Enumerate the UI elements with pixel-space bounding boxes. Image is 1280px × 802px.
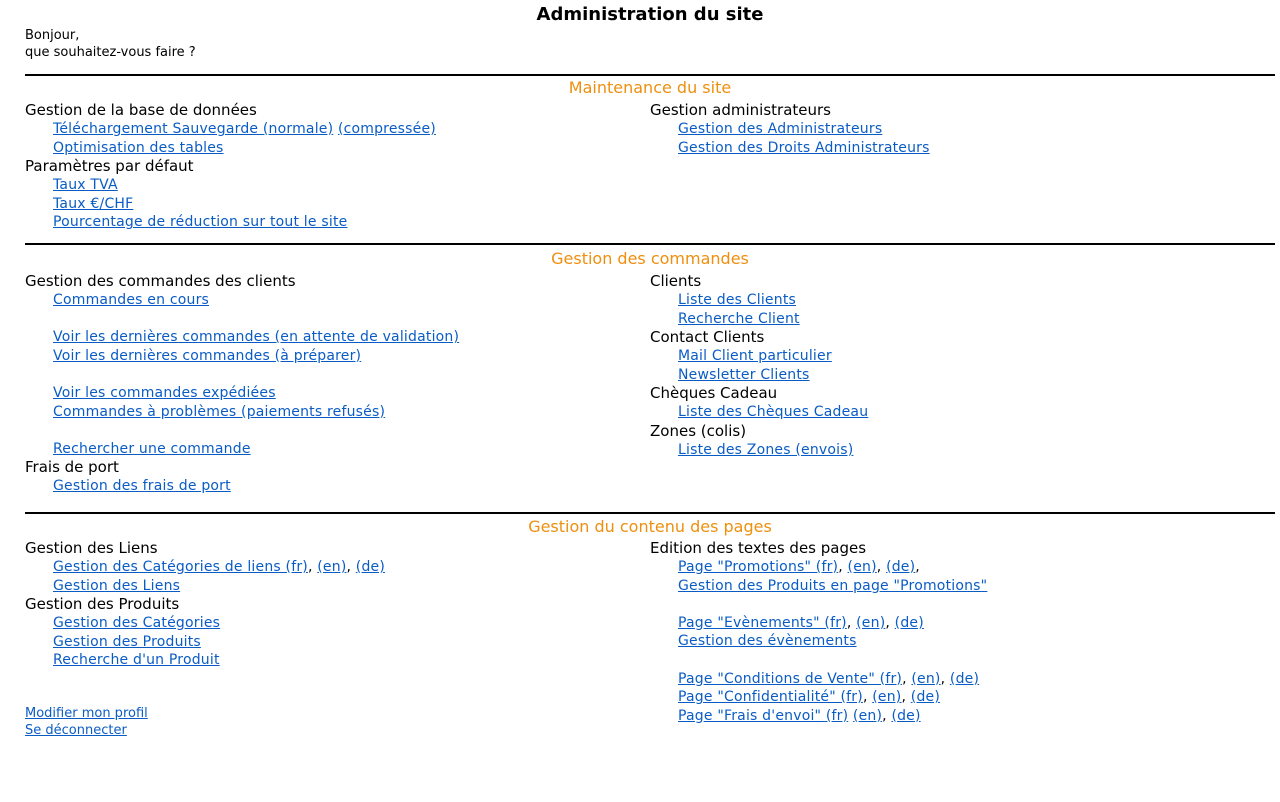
client-search-link[interactable]: Recherche Client (678, 310, 800, 327)
orders-to-prepare-link[interactable]: Voir les dernières commandes (à préparer) (53, 347, 362, 364)
privacy-page-fr-link[interactable]: Page "Confidentialité" (fr) (678, 689, 863, 706)
link-categories-fr-link[interactable]: Gestion des Catégories de liens (fr) (53, 559, 308, 575)
db-heading: Gestion de la base de données (25, 101, 257, 119)
admin-rights-link[interactable]: Gestion des Droits Administrateurs (678, 139, 930, 156)
greeting-line-2: que souhaitez-vous faire ? (25, 45, 196, 60)
search-product-link[interactable]: Recherche d'un Produit (53, 652, 220, 669)
events-page-de-link[interactable]: (de) (894, 614, 924, 631)
privacy-page-en-link[interactable]: (en) (872, 689, 902, 706)
greeting-line-1: Bonjour, (25, 28, 80, 43)
defaults-heading: Paramètres par défaut (25, 157, 194, 176)
links-heading: Gestion des Liens (25, 539, 158, 557)
products-heading: Gestion des Produits (25, 595, 180, 614)
client-orders-heading: Gestion des commandes des clients (25, 272, 296, 290)
events-page-en-link[interactable]: (en) (856, 614, 886, 631)
problem-orders-link[interactable]: Commandes à problèmes (paiements refusés) (53, 403, 386, 420)
admins-heading: Gestion administrateurs (650, 101, 831, 119)
shipping-costs-link[interactable]: Gestion des frais de port (53, 478, 231, 495)
optimize-tables-link[interactable]: Optimisation des tables (53, 139, 224, 156)
section-title-orders: Gestion des commandes (551, 249, 749, 268)
shipping-page-en-link[interactable]: (en) (852, 707, 883, 724)
page-texts-heading: Edition des textes des pages (650, 539, 867, 557)
gift-cards-list-link[interactable]: Liste des Chèques Cadeau (678, 404, 869, 421)
privacy-page-de-link[interactable]: (de) (910, 689, 941, 706)
promo-products-link[interactable]: Gestion des Produits en page "Promotions" (678, 577, 988, 594)
manage-links-link[interactable]: Gestion des Liens (53, 577, 181, 594)
product-categories-link[interactable]: Gestion des Catégories (53, 615, 221, 632)
client-mail-link[interactable]: Mail Client particulier (678, 348, 832, 365)
shipped-orders-link[interactable]: Voir les commandes expédiées (53, 384, 276, 401)
backup-normal-link[interactable]: Téléchargement Sauvegarde (normale) (53, 121, 334, 137)
terms-page-en-link[interactable]: (en) (911, 670, 941, 687)
terms-page-de-link[interactable]: (de) (949, 670, 980, 687)
terms-page-fr-link[interactable]: Page "Conditions de Vente" (fr) (678, 670, 903, 687)
newsletter-link[interactable]: Newsletter Clients (678, 366, 810, 383)
site-discount-link[interactable]: Pourcentage de réduction sur tout le site (53, 214, 348, 231)
gift-cards-heading: Chèques Cadeau (650, 384, 778, 403)
vat-rate-link[interactable]: Taux TVA (53, 177, 118, 194)
shipping-page-de-link[interactable]: (de) (891, 707, 921, 724)
maintenance-left-column (25, 101, 436, 232)
footer-links (25, 705, 148, 739)
manage-products-link[interactable]: Gestion des Produits (53, 633, 201, 650)
section-divider (25, 74, 1275, 76)
clients-heading: Clients (650, 272, 702, 290)
client-list-link[interactable]: Liste des Clients (678, 292, 797, 308)
link-categories-de-link[interactable]: (de) (355, 559, 386, 575)
edit-profile-link[interactable]: Modifier mon profil (25, 706, 148, 721)
contact-heading: Contact Clients (650, 328, 765, 347)
promo-page-de-link[interactable]: (de) (886, 559, 916, 575)
zones-heading: Zones (colis) (650, 421, 747, 440)
shipping-heading: Frais de port (25, 458, 119, 477)
events-page-fr-link[interactable]: Page "Evènements" (fr) (678, 614, 847, 631)
orders-left-column (25, 272, 459, 496)
maintenance-right-column (650, 101, 930, 157)
section-title-content: Gestion du contenu des pages (528, 517, 772, 536)
backup-compressed-link[interactable]: (compressée) (337, 121, 436, 137)
currency-rate-link[interactable]: Taux €/CHF (53, 195, 134, 212)
search-order-link[interactable]: Rechercher une commande (53, 440, 251, 457)
shipping-page-fr-link[interactable]: Page "Frais d'envoi" (fr) (678, 707, 849, 724)
section-divider (25, 243, 1275, 245)
promo-page-fr-link[interactable]: Page "Promotions" (fr) (678, 559, 839, 575)
current-orders-link[interactable]: Commandes en cours (53, 292, 210, 308)
page-title: Administration du site (536, 4, 764, 25)
logout-link[interactable]: Se déconnecter (25, 723, 127, 738)
section-divider (25, 512, 1275, 514)
content-left-column: Gestion des Liens Gestion des Catégories de liens (fr), (en), (de) Gestion des Liens Gestion des Produits Gestion des Catégories Gestion des Produits Recherche d'un Produit (25, 539, 386, 669)
greeting (25, 27, 196, 61)
manage-events-link[interactable]: Gestion des évènements (678, 633, 857, 650)
zones-list-link[interactable]: Liste des Zones (envois) (678, 441, 854, 458)
manage-admins-link[interactable]: Gestion des Administrateurs (678, 121, 883, 137)
content-right-column: Edition des textes des pages Page "Promotions" (fr), (en), (de), Gestion des Produits en page "Promotions" Page "Evènements" (fr), (en), (de) Gestion des évènements Page "Conditions de Vente" (fr), (en), (de) Page "Confidentialité" (fr), (en), (de) Page "Frais d'envoi" (fr) (en), (de) (650, 539, 988, 724)
promo-page-en-link[interactable]: (en) (847, 559, 877, 575)
section-title-maintenance: Maintenance du site (568, 78, 732, 97)
link-categories-en-link[interactable]: (en) (317, 559, 347, 575)
orders-pending-validation-link[interactable]: Voir les dernières commandes (en attente de validation) (53, 329, 460, 346)
orders-right-column (650, 272, 868, 460)
